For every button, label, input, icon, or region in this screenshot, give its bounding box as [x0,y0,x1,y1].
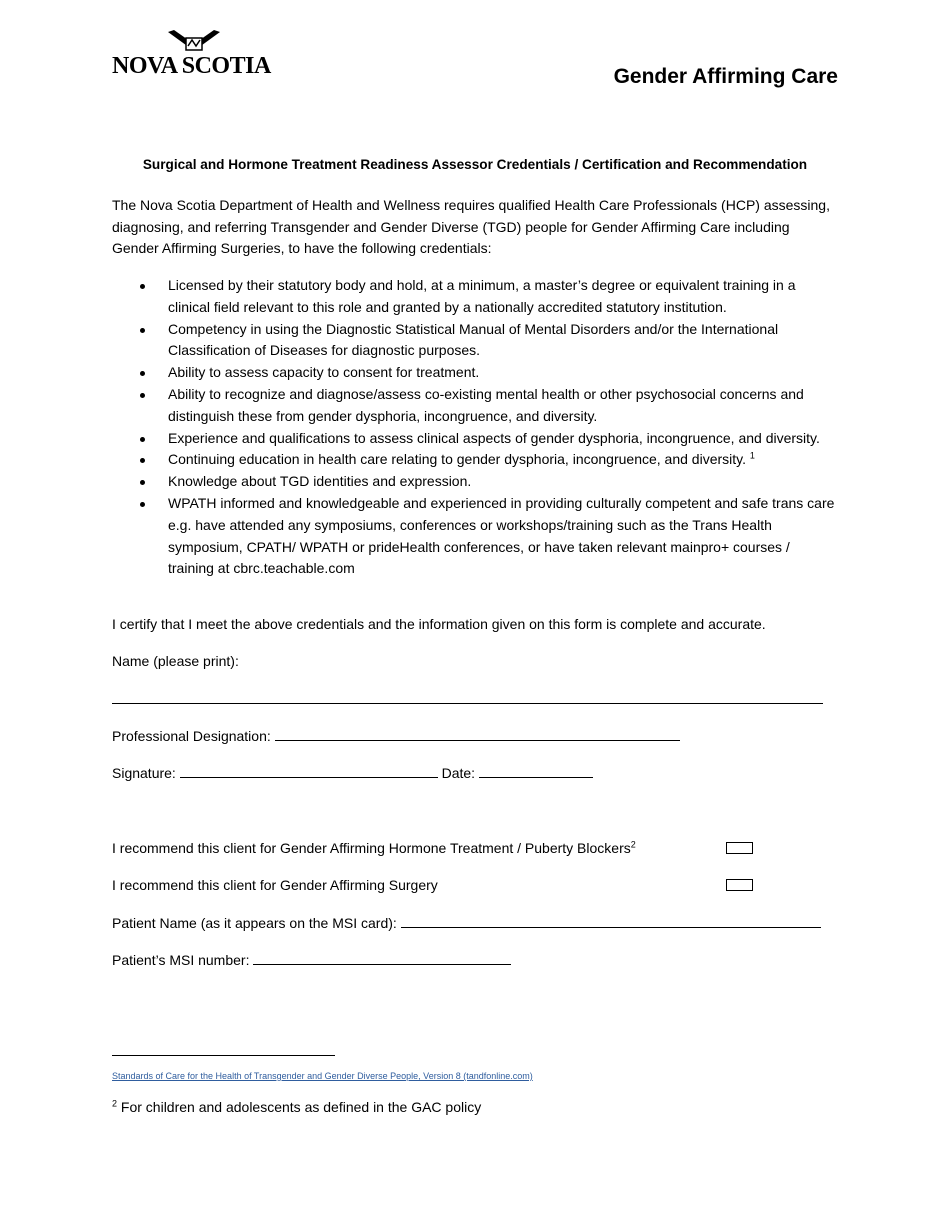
footnote-ref-1: 1 [749,450,755,461]
form-subtitle: Surgical and Hormone Treatment Readiness Assessor Credentials / Certification and Recommendation [142,157,808,172]
name-input-line[interactable] [112,691,823,704]
designation-label: Professional Designation: [112,728,271,744]
msi-row [112,951,511,969]
footnote-2-mark: 2 [112,1098,118,1109]
list-item: Knowledge about TGD identities and expression. [112,471,838,493]
bullet-icon [140,480,145,485]
page-title: Gender Affirming Care [613,65,838,88]
msi-label: Patient’s MSI number: [112,952,250,968]
patient-name-input-line[interactable] [401,915,821,928]
footnote-1-link[interactable]: Standards of Care for the Health of Transgender and Gender Diverse People, Version 8 (tandfonline.com) [112,1071,533,1081]
nova-scotia-logo [112,28,284,80]
surgery-checkbox[interactable] [726,879,753,891]
list-item: WPATH informed and knowledgeable and experienced in providing culturally competent and safe trans care e.g. have attended any symposiums, conferences or workshops/training such as the Trans Health symposium, CPATH/ WPATH or prideHealth conferences, or have taken relevant mainpro+ courses / training at cbrc.teachable.com [112,493,838,580]
name-field[interactable] [112,690,823,708]
hormone-label: I recommend this client for Gender Affirming Hormone Treatment / Puberty Blockers [112,840,631,856]
footnote-divider [112,1055,335,1056]
list-item: Competency in using the Diagnostic Statistical Manual of Mental Disorders and/or the International Classification of Diseases for diagnostic purposes. [112,319,838,363]
hormone-recommendation [112,839,636,857]
signature-row [112,764,593,782]
name-label: Name (please print): [112,653,239,669]
designation-row [112,727,680,745]
footnote-2-text: For children and adolescents as defined in the GAC policy [117,1099,482,1115]
date-label: Date: [441,765,476,781]
msi-input-line[interactable] [253,952,511,965]
logo-text: NOVA SCOTIA [112,53,271,79]
patient-name-label: Patient Name (as it appears on the MSI card): [112,915,397,931]
bullet-icon [140,393,145,398]
list-item: Licensed by their statutory body and hold, at a minimum, a master’s degree or equivalent training in a clinical field relevant to this role and granted by a nationally accredited statutory institution. [112,275,838,319]
signature-input-line[interactable] [180,765,438,778]
bullet-icon [140,328,145,333]
bullet-icon [140,502,145,507]
bullet-icon [140,371,145,376]
bullet-icon [140,458,145,463]
list-item: Ability to recognize and diagnose/assess co-existing mental health or other psychosocial concerns and distinguish these from gender dysphoria, incongruence, and diversity. [112,384,838,428]
designation-input-line[interactable] [275,728,680,741]
patient-name-row [112,914,821,932]
date-input-line[interactable] [479,765,593,778]
list-item: Ability to assess capacity to consent for treatment. [112,362,838,384]
footnote-ref-2: 2 [630,839,636,850]
credentials-list [112,275,838,580]
intro-paragraph: The Nova Scotia Department of Health and Wellness requires qualified Health Care Professionals (HCP) assessing, diagnosing, and referring Transgender and Gender Diverse (TGD) people for Gender Affirming Care including Gender Affirming Surgeries, to have the following credentials: [112,197,830,256]
hormone-checkbox[interactable] [726,842,753,854]
footnote-2 [112,1099,481,1115]
signature-label: Signature: [112,765,176,781]
certify-statement: I certify that I meet the above credentials and the information given on this form is complete and accurate. [112,616,766,632]
surgery-recommendation: I recommend this client for Gender Affirming Surgery [112,877,438,893]
list-item: Continuing education in health care relating to gender dysphoria, incongruence, and diversity. $^1$ [112,449,838,471]
list-item: Experience and qualifications to assess clinical aspects of gender dysphoria, incongruence, and diversity. [112,428,838,450]
bullet-icon [140,284,145,289]
bullet-icon [140,437,145,442]
